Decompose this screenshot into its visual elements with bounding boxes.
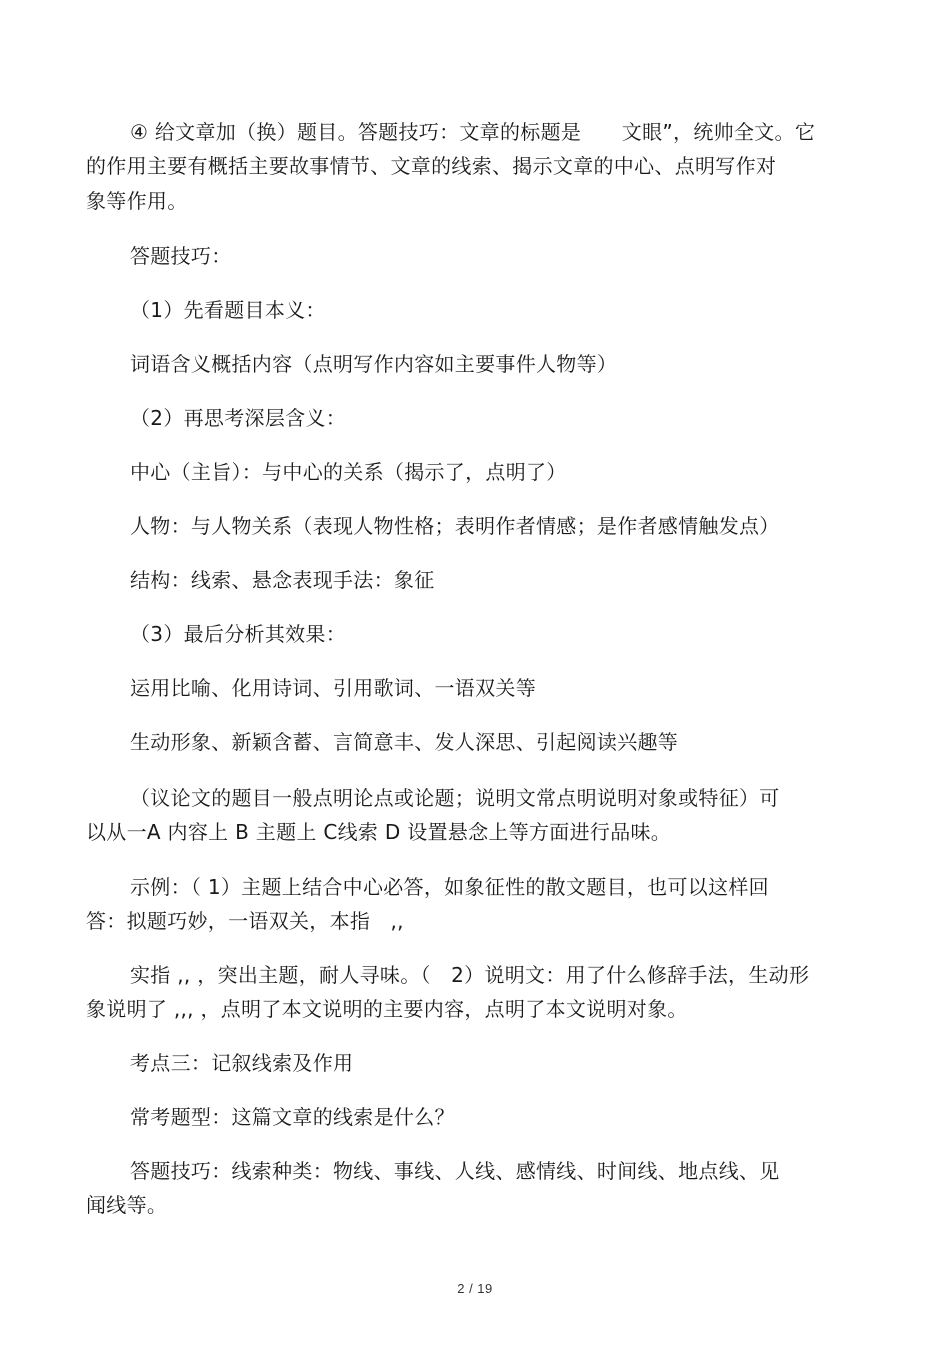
page-number: 2 / 19 — [457, 1281, 493, 1296]
paragraph-line: 生动形象、新颖含蓄、言简意丰、发人深思、引起阅读兴趣等 — [130, 730, 679, 754]
paragraph-line: 人物：与人物关系（表现人物性格；表明作者情感；是作者感情触发点） — [130, 514, 780, 538]
section-heading: 答题技巧： — [130, 244, 232, 268]
section-heading: 考点三：记叙线索及作用 — [130, 1051, 354, 1075]
paragraph-line: 以从一A 内容上 B 主题上 C线索 D 设置悬念上等方面进行品味。 — [86, 820, 672, 844]
paragraph-line: ④ 给文章加（换）题目。答题技巧：文章的标题是 文眼”，统帅全文。它 — [130, 120, 816, 144]
step-heading: （1）先看题目本义： — [130, 298, 326, 322]
paragraph-line: 常考题型：这篇文章的线索是什么？ — [130, 1105, 455, 1129]
step-heading: （3）最后分析其效果： — [130, 622, 347, 646]
paragraph-line: 的作用主要有概括主要故事情节、文章的线索、揭示文章的中心、点明写作对 — [86, 154, 777, 178]
paragraph-line: 闻线等。 — [86, 1193, 168, 1217]
paragraph-line: 词语含义概括内容（点明写作内容如主要事件人物等） — [130, 352, 618, 376]
paragraph-line: 实指 ,, ，突出主题，耐人寻味。（ 2）说明文：用了什么修辞手法，生动形 — [130, 963, 810, 987]
step-heading: （2）再思考深层含义： — [130, 406, 347, 430]
paragraph-line: 象说明了 ,,, ，点明了本文说明的主要内容，点明了本文说明对象。 — [86, 997, 688, 1021]
paragraph-line: （议论文的题目一般点明论点或论题；说明文常点明说明对象或特征）可 — [130, 786, 780, 810]
paragraph-line: 运用比喻、化用诗词、引用歌词、一语双关等 — [130, 676, 536, 700]
paragraph-line: 示例：（ 1）主题上结合中心必答，如象征性的散文题目，也可以这样回 — [130, 875, 769, 899]
paragraph-line: 答：拟题巧妙，一语双关，本指 ,, — [86, 909, 404, 933]
paragraph-line: 结构：线索、悬念表现手法：象征 — [130, 568, 435, 592]
paragraph-line: 中心（主旨）：与中心的关系（揭示了，点明了） — [130, 460, 567, 484]
paragraph-line: 象等作用。 — [86, 189, 188, 213]
paragraph-line: 答题技巧：线索种类：物线、事线、人线、感情线、时间线、地点线、见 — [130, 1159, 780, 1183]
